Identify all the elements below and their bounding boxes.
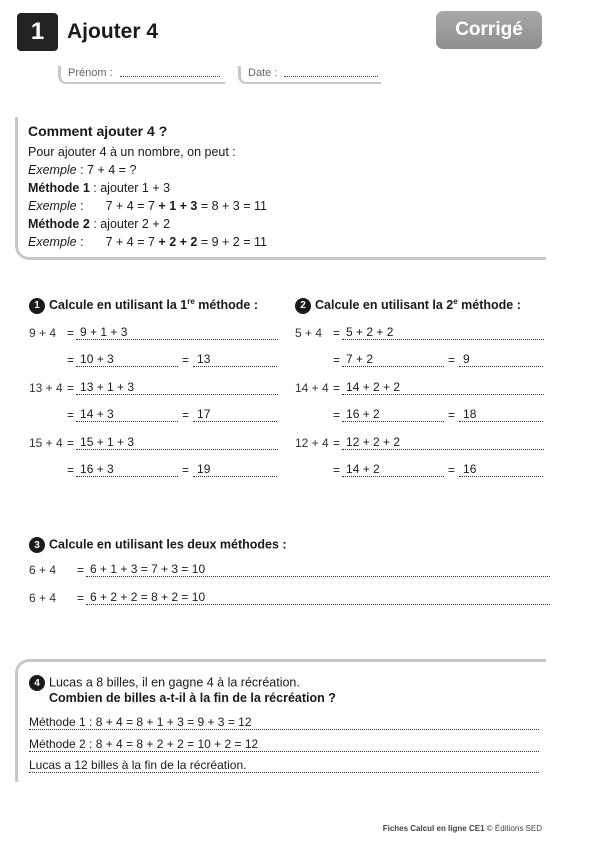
- date-field[interactable]: [238, 66, 406, 84]
- calc-row-result: = 7 + 2 = 9: [333, 352, 543, 367]
- answer-line[interactable]: 17: [193, 407, 277, 422]
- method2-line: Méthode 2 : ajouter 2 + 2: [28, 217, 171, 231]
- answer-line[interactable]: 13: [193, 352, 277, 367]
- calc-row-result: = 16 + 2 = 18: [333, 407, 543, 422]
- answer-line[interactable]: 7 + 2: [342, 352, 444, 367]
- prenom-line: [120, 76, 220, 77]
- date-label: Date :: [248, 67, 278, 79]
- answer-line[interactable]: 16: [459, 462, 543, 477]
- worksheet-number: 1: [17, 13, 58, 51]
- answer-line[interactable]: 9 + 1 + 3: [76, 325, 278, 340]
- calc-row: 14 + 4 = 14 + 2 + 2: [295, 380, 544, 395]
- method2-example: Exemple : 7 + 4 = 7 + 2 + 2 = 9 + 2 = 11: [28, 235, 267, 249]
- exercise3-title: 3 Calcule en utilisant les deux méthodes :: [29, 537, 287, 553]
- page-title: Ajouter 4: [67, 20, 159, 43]
- problem-statement: 4 Lucas a 8 billes, il en gagne 4 à la récréation.: [29, 675, 300, 691]
- date-line: [284, 76, 378, 77]
- answer-line[interactable]: 12 + 2 + 2: [342, 435, 544, 450]
- exercise3-row: 6 + 4 = 6 + 1 + 3 = 7 + 3 = 10: [29, 562, 550, 577]
- calc-label: 14 + 4: [295, 381, 329, 395]
- method1-line: Méthode 1 : ajouter 1 + 3: [28, 181, 171, 195]
- method-heading: Comment ajouter 4 ?: [28, 123, 168, 139]
- calc-row-result: = 16 + 3 = 19: [67, 462, 277, 477]
- exercise3-number: 3: [29, 537, 45, 553]
- problem-question: Combien de billes a-t-il à la fin de la récréation ?: [49, 691, 336, 705]
- calc-row: 5 + 4 = 5 + 2 + 2: [295, 325, 544, 340]
- answer-line[interactable]: 6 + 1 + 3 = 7 + 3 = 10: [86, 562, 550, 577]
- answer-line[interactable]: 10 + 3: [76, 352, 178, 367]
- method1-example: Exemple : 7 + 4 = 7 + 1 + 3 = 8 + 3 = 11: [28, 199, 267, 213]
- footer: Fiches Calcul en ligne CE1 © Éditions SED: [382, 824, 542, 833]
- calc-label: 5 + 4: [295, 326, 323, 340]
- corrige-badge: Corrigé: [436, 11, 542, 49]
- prenom-field[interactable]: [58, 66, 226, 84]
- calc-row: 12 + 4 = 12 + 2 + 2: [295, 435, 544, 450]
- answer-line[interactable]: 5 + 2 + 2: [342, 325, 544, 340]
- answer-line[interactable]: 13 + 1 + 3: [76, 380, 278, 395]
- calc-row: 15 + 4 = 15 + 1 + 3: [29, 435, 278, 450]
- answer-line[interactable]: 19: [193, 462, 277, 477]
- exercise4-number: 4: [29, 675, 45, 691]
- answer-line[interactable]: 18: [459, 407, 543, 422]
- exercise1-number: 1: [29, 298, 45, 314]
- calc-label: 15 + 4: [29, 436, 63, 450]
- answer-line[interactable]: 16 + 2: [342, 407, 444, 422]
- example-line: Exemple : 7 + 4 = ?: [28, 163, 137, 177]
- exercise2-number: 2: [295, 298, 311, 314]
- answer-line[interactable]: 9: [459, 352, 543, 367]
- problem-answer-line[interactable]: Lucas a 12 billes à la fin de la récréation.: [29, 758, 539, 773]
- answer-line[interactable]: 14 + 2: [342, 462, 444, 477]
- answer-line[interactable]: 16 + 3: [76, 462, 178, 477]
- calc-label: 9 + 4: [29, 326, 57, 340]
- answer-line[interactable]: 15 + 1 + 3: [76, 435, 278, 450]
- exercise3-row: 6 + 4 = 6 + 2 + 2 = 8 + 2 = 10: [29, 590, 550, 605]
- problem-answer-line[interactable]: Méthode 1 : 8 + 4 = 8 + 1 + 3 = 9 + 3 = 12: [29, 715, 539, 730]
- method-explanation: [28, 122, 267, 251]
- exercise2-title: 2 Calcule en utilisant la 2e méthode :: [295, 297, 521, 314]
- problem-answer-line[interactable]: Méthode 2 : 8 + 4 = 8 + 2 + 2 = 10 + 2 = 12: [29, 737, 539, 752]
- answer-line[interactable]: 6 + 2 + 2 = 8 + 2 = 10: [86, 590, 550, 605]
- answer-line[interactable]: 14 + 2 + 2: [342, 380, 544, 395]
- calc-label: 12 + 4: [295, 436, 329, 450]
- calc-row: 9 + 4 = 9 + 1 + 3: [29, 325, 278, 340]
- exercise1-title: 1 Calcule en utilisant la 1re méthode :: [29, 297, 258, 314]
- method-lead: Pour ajouter 4 à un nombre, on peut :: [28, 145, 236, 159]
- calc-label: 13 + 4: [29, 381, 63, 395]
- calc-row-result: = 14 + 2 = 16: [333, 462, 543, 477]
- calc-row: 13 + 4 = 13 + 1 + 3: [29, 380, 278, 395]
- prenom-label: Prénom :: [68, 67, 113, 79]
- calc-row-result: = 14 + 3 = 17: [67, 407, 277, 422]
- answer-line[interactable]: 14 + 3: [76, 407, 178, 422]
- calc-row-result: = 10 + 3 = 13: [67, 352, 277, 367]
